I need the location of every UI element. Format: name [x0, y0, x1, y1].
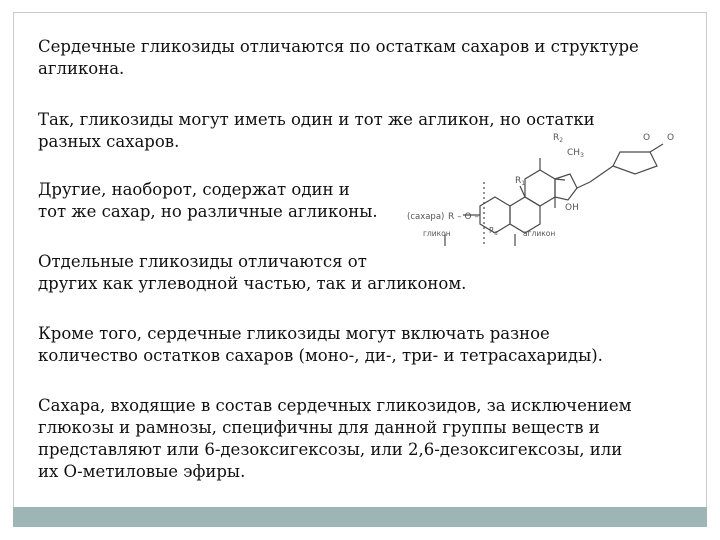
oh-group: OH — [565, 203, 579, 213]
carbonyl-oxygen: O — [667, 133, 675, 143]
ch3-group: $CH_3$ — [567, 148, 584, 159]
paragraph-4: Отдельные гликозиды отличаются от других как углеводной частью, так и агликоном. — [38, 252, 467, 293]
r-o-label: R – O – — [448, 212, 479, 222]
paragraph-5: Кроме того, сердечные гликозиды могут включать разное количество остатков сахаров (моно-, ди-, три- и тетрасахариды). — [38, 324, 603, 365]
paragraph-1: Сердечные гликозиды отличаются по остаткам сахаров и структуре агликона. — [38, 37, 639, 78]
ring-d — [555, 174, 577, 200]
ring-b — [510, 197, 540, 233]
aglycon-label: агликон — [523, 229, 556, 238]
ring-c — [525, 170, 555, 206]
r2-substituent: $R_2$ — [553, 133, 564, 144]
lactone-ring — [613, 152, 657, 174]
sugar-label: (сахара) — [407, 212, 445, 222]
r3-substituent: $R_3$ — [489, 226, 498, 237]
r1-substituent: $R_1$ — [515, 176, 526, 187]
paragraph-3: Другие, наоборот, содержат один и тот же сахар, но различные агликоны. — [38, 180, 378, 221]
glycoside-structure-diagram — [405, 122, 705, 262]
glycon-label: гликон — [423, 229, 451, 238]
lactone-ring-oxygen: O — [643, 133, 651, 143]
paragraph-2: Так, гликозиды могут иметь один и тот же агликон, но остатки разных сахаров. — [38, 110, 595, 151]
paragraph-6: Сахара, входящие в состав сердечных гликозидов, за исключением глюкозы и рамнозы, специфичны для данной группы веществ и представляют или 6-дезоксигексозы, или 2,6-дезоксигексозы, или их О-метиловые эфиры. — [38, 396, 632, 481]
slide-footer-bar — [13, 507, 707, 527]
